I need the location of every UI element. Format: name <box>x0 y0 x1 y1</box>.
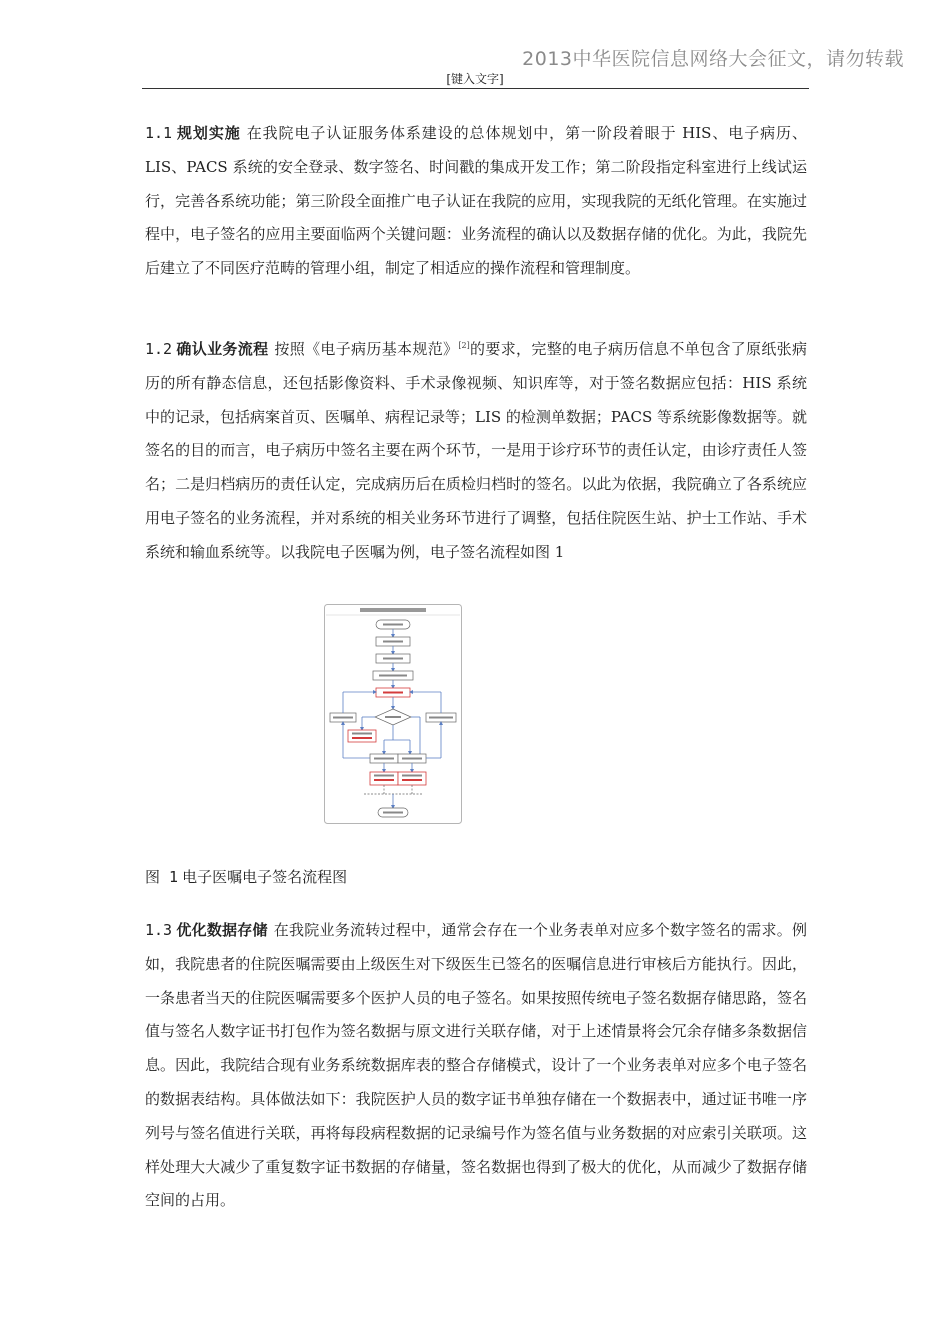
section-body: 在我院电子认证服务体系建设的总体规划中，第一阶段着眼于 HIS、电子病历、LIS、PACS 系统的安全登录、数字签名、时间戳的集成开发工作；第二阶段指定科室进行上线试运行，完善各系统功能；第三阶段全面推广电子认证在我院的应用，实现我院的无纸化管理。在实施过程中，电子签名的应用主要面临两个关键问题：业务流程的确认以及数据存储的优化。为此，我院先后建立了不同医疗范畴的管理小组，制定了相适应的操作流程和管理制度。 <box>145 124 807 278</box>
citation-marker: [2] <box>458 341 470 350</box>
figure-caption-number: 图 1 <box>145 868 179 886</box>
flow-sign-box <box>370 772 398 785</box>
section-heading: 规划实施 <box>176 124 241 142</box>
section-heading: 确认业务流程 <box>176 340 269 358</box>
header-label: [键入文字] <box>446 72 504 86</box>
header-divider <box>142 88 809 89</box>
section-1-1-paragraph <box>145 117 807 286</box>
section-body-after-citation: 的要求，完整的电子病历信息不单包含了原纸张病历的所有静态信息，还包括影像资料、手术录像视频、知识库等，对于签名数据应包括：HIS 系统中的记录，包括病案首页、医嘱单、病程记录等；LIS 的检测单数据；PACS 等系统影像数据等。就签名的目的而言，电子病历中签名主要在两个环节，一是用于诊疗环节的责任认定，由诊疗责任人签名；二是归档病历的责任认定，完成病历后在质检归档时的签名。以此为依据，我院确立了各系统应用电子签名的业务流程，并对系统的相关业务环节进行了调整，包括住院医生站、护士工作站、手术系统和输血系统等。以我院电子医嘱为例，电子签名流程如图 1 <box>145 340 808 561</box>
section-body-before-citation: 按照《电子病历基本规范》 <box>274 340 459 358</box>
flow-sign-box <box>398 772 426 785</box>
section-number: 1.1 <box>145 124 173 142</box>
section-1-2-paragraph <box>145 329 807 570</box>
watermark-text: 2013中华医院信息网络大会征文，请勿转载 <box>522 48 904 70</box>
section-body: 在我院业务流转过程中，通常会存在一个业务表单对应多个数字签名的需求。例如，我院患者的住院医嘱需要由上级医生对下级医生已签名的医嘱信息进行审核后方能执行。因此，一条患者当天的住院医嘱需要多个医护人员的电子签名。如果按照传统电子签名数据存储思路，签名值与签名人数字证书打包作为签名数据与原文进行关联存储，对于上述情景将会冗余存储多条数据信息。因此，我院结合现有业务系统数据库表的整合存储模式，设计了一个业务表单对应多个电子签名的数据表结构。具体做法如下：我院医护人员的数字证书单独存储在一个数据表中，通过证书唯一序列号与签名值进行关联，再将每段病程数据的记录编号作为签名值与业务数据的对应索引关联项。这样处理大大减少了重复数字证书数据的存储量，签名数据也得到了极大的优化，从而减少了数据存储空间的占用。 <box>145 921 807 1210</box>
section-1-3-paragraph <box>145 914 807 1218</box>
figure-caption-text: 电子医嘱电子签名流程图 <box>182 868 348 886</box>
figure-caption <box>145 866 347 887</box>
section-heading: 优化数据存储 <box>176 921 268 939</box>
flowchart-figure <box>324 604 462 824</box>
section-number: 1.3 <box>145 921 173 939</box>
flow-sign-box <box>348 730 376 742</box>
section-number: 1.2 <box>145 340 173 358</box>
